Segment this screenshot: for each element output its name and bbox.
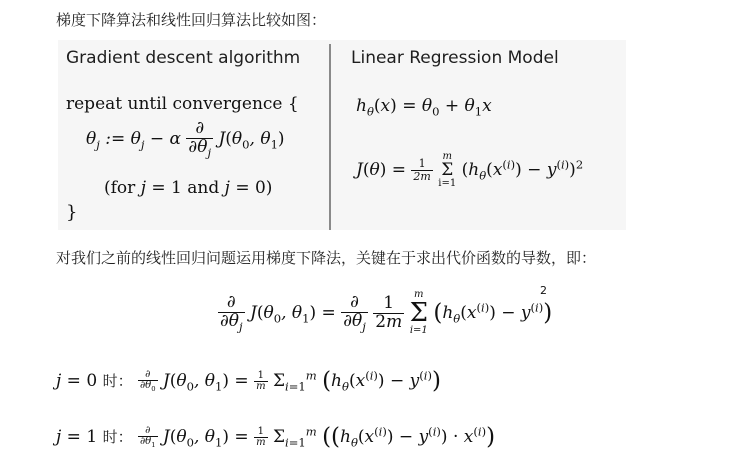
intro-text: 梯度下降算法和线性回归算法比较如图： (56, 11, 327, 29)
j0-derivative-line: j = 0 时： $\frac{\partial}{\partial\theta_0}$ $J(\theta_0$, $\theta_1$) = $\frac{1}{m}$ $\Sigma_{i=1}^m$ $(h_\theta(x^{(i)}) - y^{(i)})$ (56, 368, 441, 394)
gradient-descent-title: Gradient descent algorithm (66, 48, 301, 68)
hypothesis-formula: $h_\theta(x) = \theta_0 + \theta_1x$ (356, 96, 492, 119)
comparison-panel (58, 40, 626, 230)
j1-derivative-line: j = 1 时： $\frac{\partial}{\partial\theta_1}$ $J(\theta_0$, $\theta_1$) = $\frac{1}{m}$ $\Sigma_{i=1}^m$ $((h_\theta(x^{(i)}) - y^{(i)}) \cdot x^{(i)})$ (56, 424, 496, 450)
for-line: (for j = 1 and j = 0) (104, 178, 273, 198)
repeat-line: repeat until convergence { (66, 94, 299, 114)
close-brace: } (66, 202, 78, 223)
derivative-exponent: 2 (540, 284, 547, 297)
panel-divider (329, 44, 331, 230)
derivative-intro-text: 对我们之前的线性回归问题运用梯度下降法，关键在于求出代价函数的导数，即： (56, 249, 597, 267)
derivative-formula: $\frac{\partial}{\partial\theta_j}$ $J(\theta_0$, $\theta_1$) = $\frac{\partial}{\partial\theta_j}$ $\frac{1}{2m}$ m Σ i=1 $(h_\theta(x^{(i)}) - y^{(i)})$ (220, 289, 553, 336)
linear-regression-title: Linear Regression Model (351, 48, 559, 68)
update-rule: $\theta_j$ := $\theta_j - \alpha$ $\frac{\partial}{\partial\theta_j}$ $J(\theta_0$, $\theta_1$) (86, 118, 285, 160)
cost-function: J(θ) = $\frac{1}{2m}$ m Σ i=1 $(h_\theta(x^{(i)}) - y^{(i)})^2$ (356, 151, 584, 189)
